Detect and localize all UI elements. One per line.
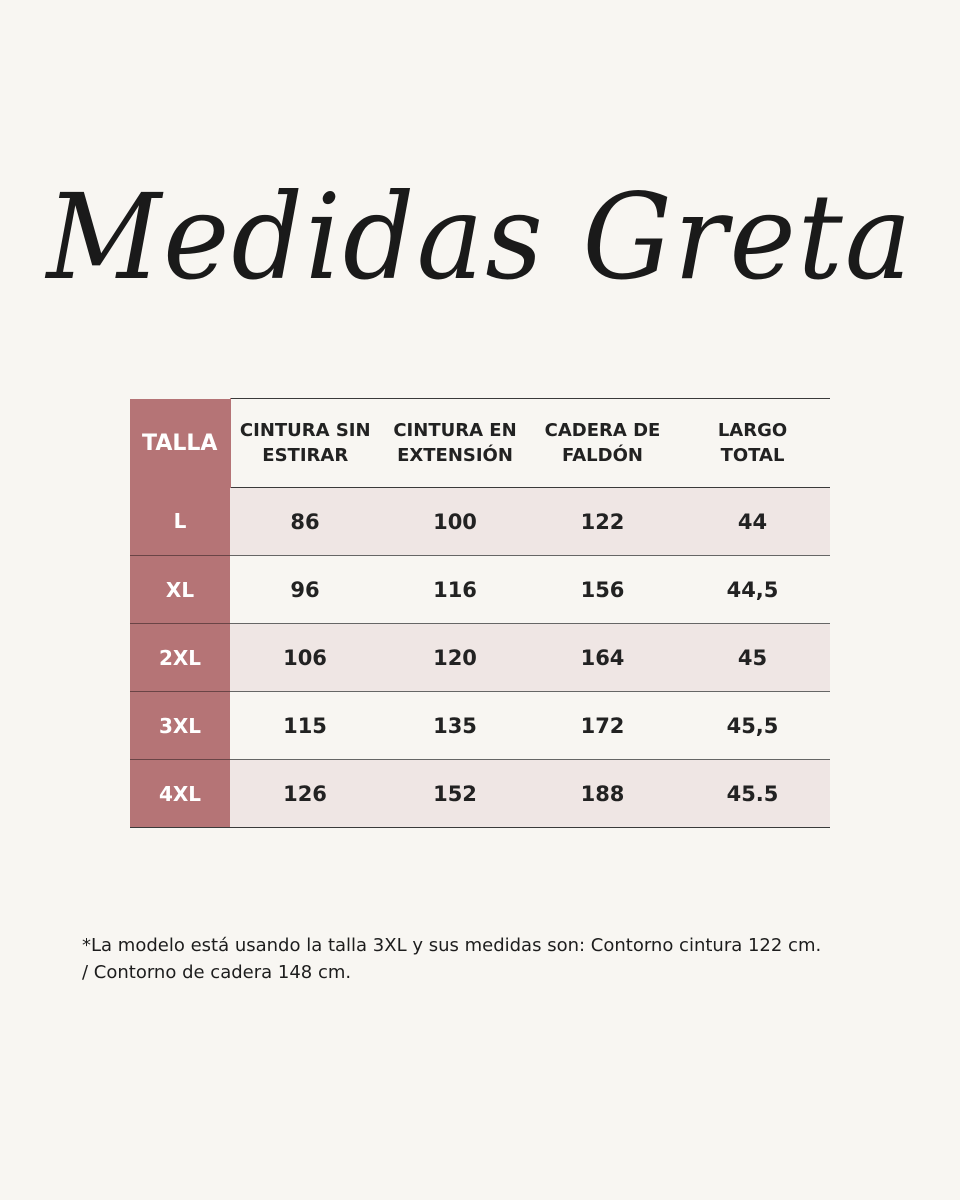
page-title: Medidas Greta <box>46 169 914 307</box>
value-cell: 164 <box>530 624 675 692</box>
table-row <box>130 760 830 828</box>
size-cell: 3XL <box>130 692 230 760</box>
size-chart-table <box>130 398 830 828</box>
value-cell: 156 <box>530 556 675 624</box>
value-cell: 188 <box>530 760 675 828</box>
value-cell: 106 <box>230 624 380 692</box>
value-cell: 45.5 <box>675 760 830 828</box>
value-cell: 86 <box>230 488 380 556</box>
value-cell: 172 <box>530 692 675 760</box>
footnote <box>82 932 902 986</box>
value-cell: 126 <box>230 760 380 828</box>
header-talla: TALLA <box>130 399 230 488</box>
size-cell: 2XL <box>130 624 230 692</box>
header-cadera-de-faldon: CADERA DE FALDÓN <box>530 399 675 488</box>
value-cell: 45,5 <box>675 692 830 760</box>
header-largo-total: LARGO TOTAL <box>675 399 830 488</box>
table-row <box>130 488 830 556</box>
header-cintura-sin-estirar: CINTURA SIN ESTIRAR <box>230 399 380 488</box>
value-cell: 122 <box>530 488 675 556</box>
value-cell: 135 <box>380 692 530 760</box>
table-row <box>130 624 830 692</box>
header-cintura-en-extension: CINTURA EN EXTENSIÓN <box>380 399 530 488</box>
value-cell: 152 <box>380 760 530 828</box>
footnote-line-1: *La modelo está usando la talla 3XL y sus medidas son: Contorno cintura 122 cm. <box>82 935 822 956</box>
value-cell: 44,5 <box>675 556 830 624</box>
size-cell: L <box>130 488 230 556</box>
value-cell: 44 <box>675 488 830 556</box>
table-header-row <box>130 399 830 488</box>
footnote-line-2: / Contorno de cadera 148 cm. <box>82 962 352 983</box>
table-row <box>130 692 830 760</box>
table-row <box>130 556 830 624</box>
size-cell: XL <box>130 556 230 624</box>
value-cell: 120 <box>380 624 530 692</box>
size-cell: 4XL <box>130 760 230 828</box>
value-cell: 115 <box>230 692 380 760</box>
value-cell: 100 <box>380 488 530 556</box>
value-cell: 116 <box>380 556 530 624</box>
value-cell: 45 <box>675 624 830 692</box>
value-cell: 96 <box>230 556 380 624</box>
